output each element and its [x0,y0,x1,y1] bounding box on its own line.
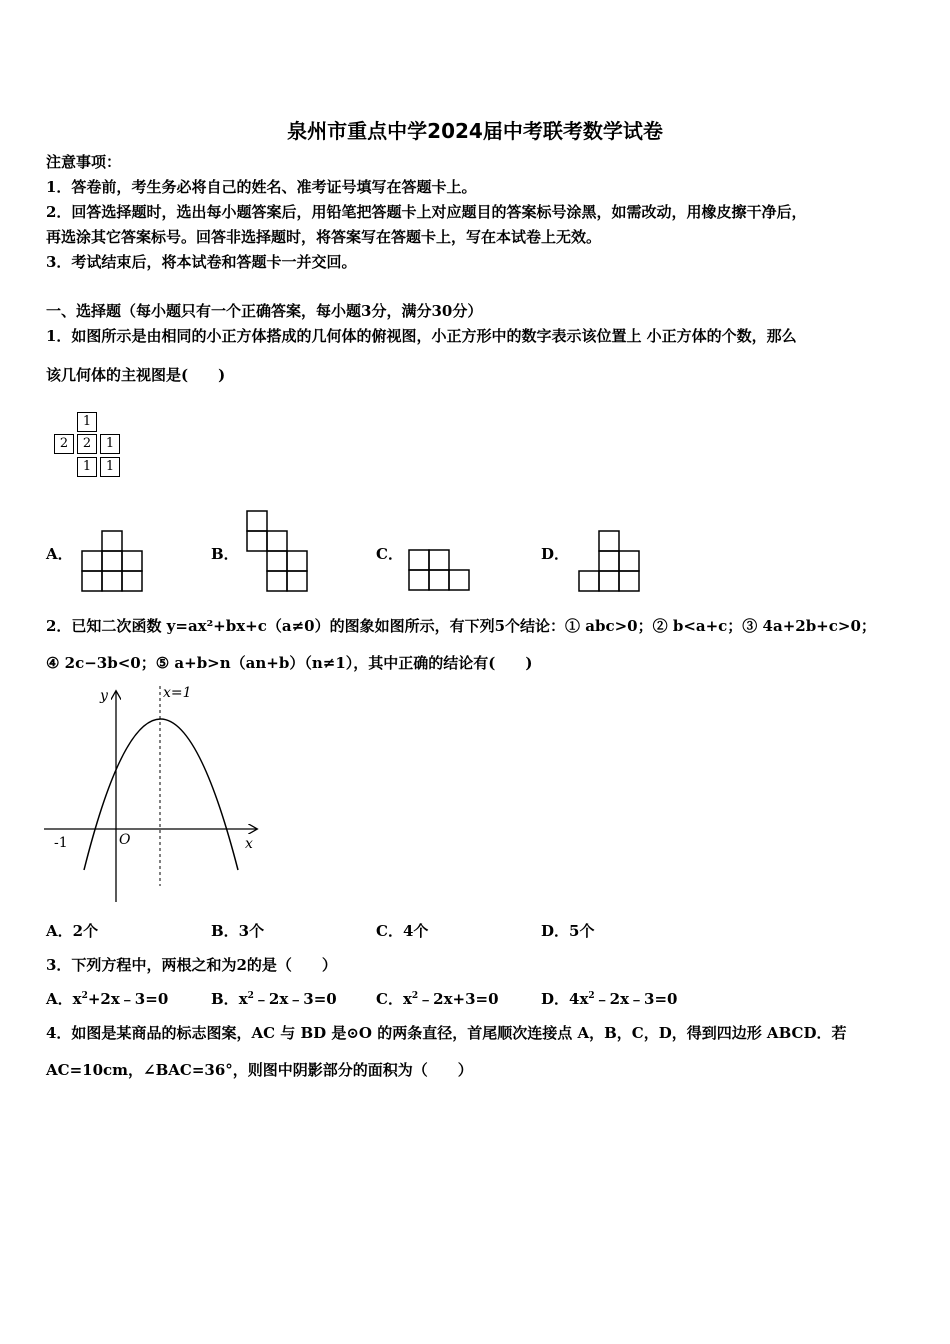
q3-option-d: D．$4x^2﹣2x﹣3=0$ [541,990,678,1008]
q2-option-a: A．2个 [46,922,99,940]
q1-stem-line1: 1．如图所示是由相同的小正方体搭成的几何体的俯视图，小正方形中的数字表示该位置上 小正方体的个数，那么 [46,327,797,345]
q4-stem-line2: AC=10cm，∠BAC=36°，则图中阴影部分的面积为（ ） [46,1061,473,1079]
top-view-cell: 1 [77,457,97,477]
section-heading: 一、选择题（每小题只有一个正确答案，每小题3分，满分30分） [46,302,483,320]
symmetry-axis-label: x=1 [163,685,192,701]
exam-title: 泉州市重点中学2024届中考联考数学试卷 [287,119,663,143]
y-axis-label: y [100,688,108,704]
x-axis-label: x [245,836,253,852]
q3-option-c: C．$x^2﹣2x+3=0$ [376,990,499,1008]
q2-option-c: C．4个 [376,922,429,940]
notice-item-2-line2: 再选涂其它答案标号。回答非选择题时，将答案写在答题卡上，写在本试卷上无效。 [46,228,602,246]
notice-item-1: 1．答卷前，考生务必将自己的姓名、准考证号填写在答题卡上。 [46,178,477,196]
top-view-cell: 1 [77,412,97,432]
q2-stem-line2: ④ 2c−3b<0；⑤ a+b>n（an+b）（n≠1），其中正确的结论有( ) [46,654,533,672]
q3-option-a: A．$x^2+2x﹣3=0$ [46,990,169,1008]
origin-label: O [119,832,131,848]
q1-option-b-figure [245,509,311,595]
minus-one-label: -1 [54,835,68,851]
notice-item-2-line1: 2．回答选择题时，选出每小题答案后，用铅笔把答题卡上对应题目的答案标号涂黑，如需改动，用橡皮擦干净后， [46,203,807,221]
top-view-cell: 2 [54,434,74,454]
q2-stem-line1: 2．已知二次函数 y=ax²+bx+c（a≠0）的图象如图所示，有下列5个结论：① abc>0；② b<a+c；③ 4a+2b+c>0； [46,617,876,635]
q2-option-b: B．3个 [211,922,265,940]
parabola-curve [84,719,238,870]
top-view-cell: 2 [77,434,97,454]
top-view-cell: 1 [100,434,120,454]
q1-option-a-label: A． [46,545,73,563]
q4-stem-line1: 4．如图是某商品的标志图案，AC 与 BD 是⊙O 的两条直径，首尾顺次连接点 A，B，C，D，得到四边形 ABCD．若 [46,1024,847,1042]
q1-option-c-label: C． [376,545,403,563]
notice-item-3: 3．考试结束后，将本试卷和答题卡一并交回。 [46,253,357,271]
q1-stem-line2: 该几何体的主视图是( ) [46,366,226,384]
q1-option-a-figure [80,529,146,595]
notice-heading: 注意事项： [46,153,122,171]
q1-option-b-label: B． [211,545,239,563]
q1-option-d-label: D． [541,545,570,563]
q2-parabola-graph [40,680,270,908]
top-view-cell: 1 [100,457,120,477]
q1-option-d-figure [577,529,643,595]
q3-stem: 3．下列方程中，两根之和为2的是（ ） [46,956,337,974]
q2-option-d: D．5个 [541,922,595,940]
q1-top-view [54,412,124,480]
q3-option-b: B．$x^2﹣2x﹣3=0$ [211,990,337,1008]
q1-option-c-figure [407,548,473,594]
